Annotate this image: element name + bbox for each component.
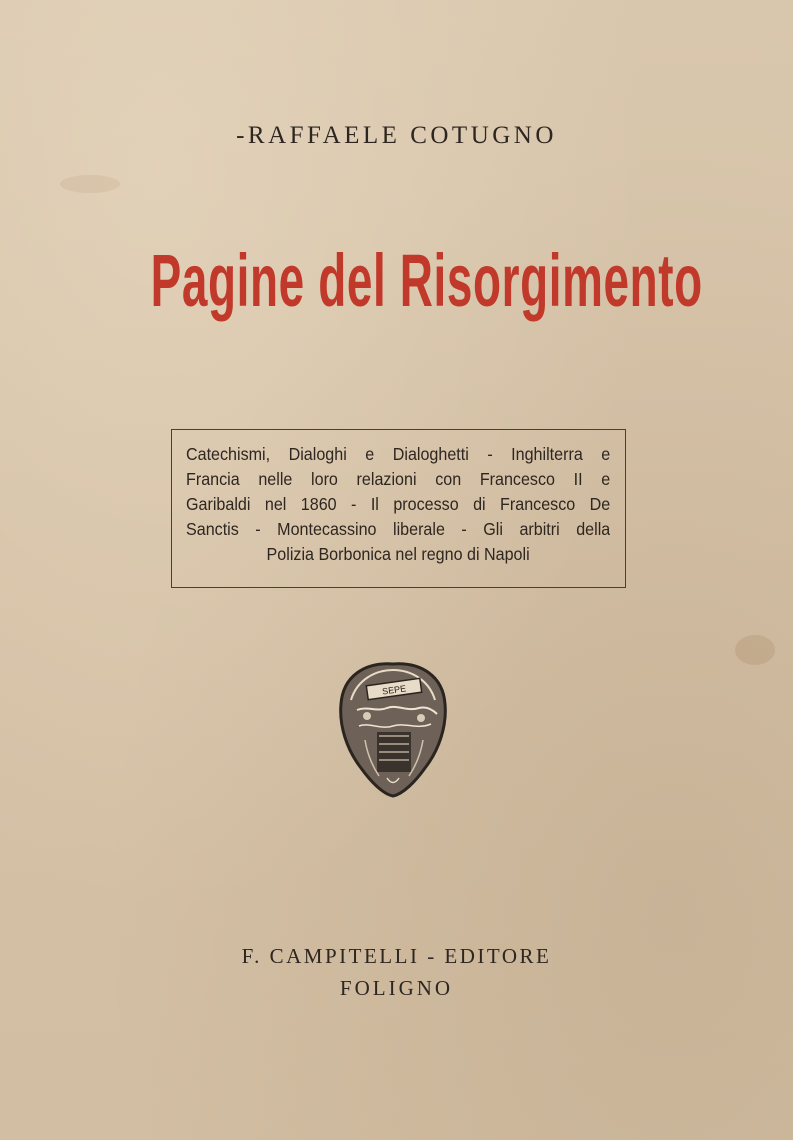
contents-line: Polizia Borbonica nel regno di Napoli (266, 544, 530, 564)
contents-line: Garibaldi nel 1860 - Il processo di Francesco De (186, 494, 611, 514)
contents-line: Catechismi, Dialoghi e Dialoghetti - Inghilterra e (186, 444, 611, 464)
book-title: Pagine del Risorgimento (150, 239, 703, 322)
publisher-name: F. CAMPITELLI - EDITORE (241, 944, 552, 968)
paper-stain (735, 635, 775, 665)
contents-line: Francia nelle loro relazioni con Francesco II e (186, 469, 611, 489)
publisher-emblem-icon (337, 660, 449, 798)
contents-box (171, 429, 626, 588)
publisher-city: FOLIGNO (339, 976, 454, 1000)
paper-stain (60, 175, 120, 193)
svg-text:SEPE: SEPE (381, 683, 407, 697)
contents-line: Sanctis - Montecassino liberale - Gli arbitri della (186, 519, 611, 539)
author-name: -RAFFAELE COTUGNO (236, 122, 557, 149)
